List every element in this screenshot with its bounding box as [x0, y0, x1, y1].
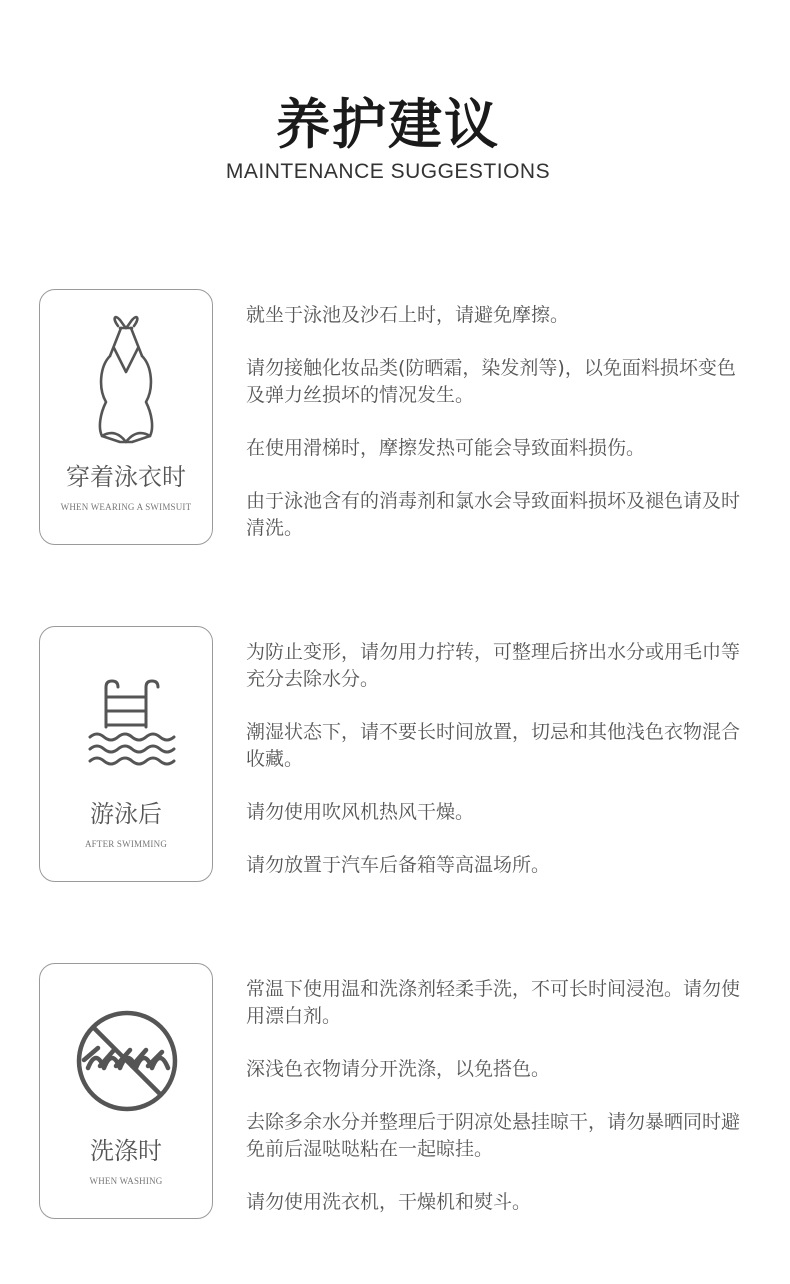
- note-item: 为防止变形，请勿用力拧转，可整理后挤出水分或用毛巾等充分去除水分。: [246, 641, 741, 690]
- notes-wearing-swimsuit: [246, 302, 746, 568]
- note-item: 去除多余水分并整理后于阴凉处悬挂晾干，请勿暴晒同时避免前后湿哒哒粘在一起晾挂。: [246, 1111, 741, 1160]
- note-item: 请勿使用洗衣机，干燥机和熨斗。: [246, 1191, 532, 1213]
- page-subtitle: MAINTENANCE SUGGESTIONS: [225, 160, 551, 183]
- note-item: 常温下使用温和洗涤剂轻柔手洗，不可长时间浸泡。请勿使用漂白剂。: [246, 978, 741, 1027]
- card-subtitle: WHEN WASHING: [89, 1176, 163, 1186]
- card-wearing-swimsuit: [39, 289, 213, 545]
- page-title: 养护建议: [276, 93, 500, 156]
- card-subtitle: WHEN WEARING A SWIMSUIT: [60, 502, 192, 512]
- note-item: 潮湿状态下，请不要长时间放置，切忌和其他浅色衣物混合收藏。: [246, 721, 741, 770]
- card-when-washing: [39, 963, 213, 1219]
- card-after-swimming: [39, 626, 213, 882]
- note-item: 请勿使用吹风机热风干燥。: [246, 801, 475, 823]
- note-item: 在使用滑梯时，摩擦发热可能会导致面料损伤。: [246, 437, 646, 459]
- note-item: 深浅色衣物请分开洗涤，以免搭色。: [246, 1058, 551, 1080]
- note-item: 就坐于泳池及沙石上时，请避免摩擦。: [246, 304, 570, 326]
- card-title: 洗涤时: [90, 1137, 162, 1165]
- notes-after-swimming: [246, 639, 746, 905]
- card-subtitle: AFTER SWIMMING: [84, 839, 168, 849]
- notes-when-washing: [246, 976, 746, 1242]
- note-item: 请勿接触化妆品类(防晒霜，染发剂等)，以免面料损坏变色及弹力丝损坏的情况发生。: [246, 357, 736, 406]
- card-title: 穿着泳衣时: [66, 463, 186, 491]
- note-item: 由于泳池含有的消毒剂和氯水会导致面料损坏及褪色请及时清洗。: [246, 490, 741, 539]
- note-item: 请勿放置于汽车后备箱等高温场所。: [246, 854, 551, 876]
- card-title: 游泳后: [90, 800, 162, 828]
